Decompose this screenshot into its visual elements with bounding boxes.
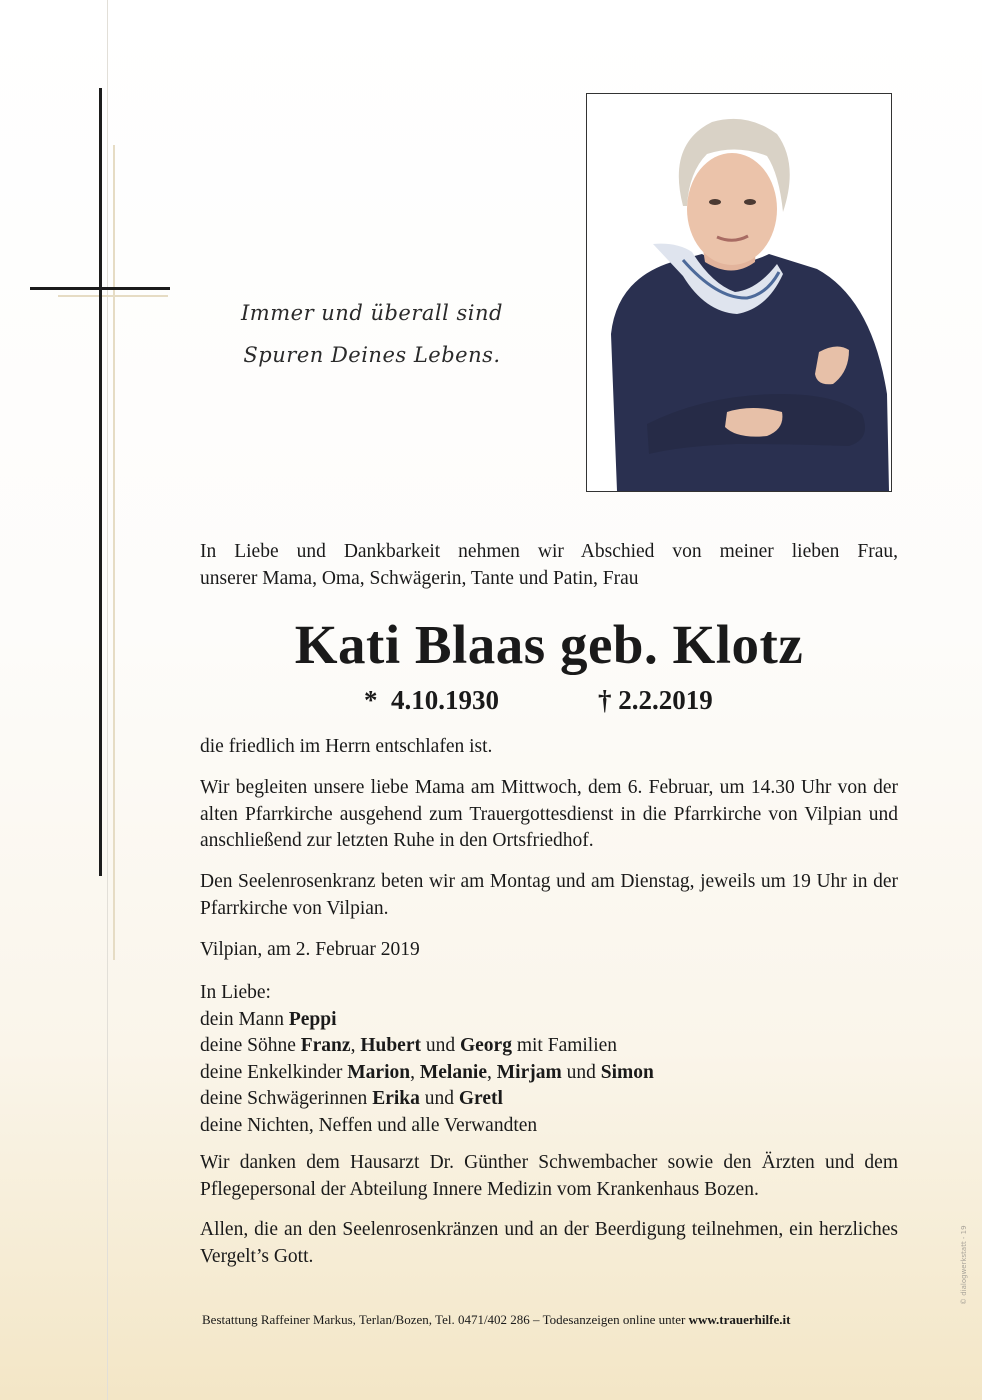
family-row-sisters-in-law	[200, 1086, 898, 1113]
footer	[202, 1311, 912, 1329]
portrait-illustration	[587, 94, 891, 491]
grandchild-name: Simon	[600, 1061, 654, 1083]
intro-line-1: In Liebe und Dankbarkeit nehmen wir Abschied von meiner lieben Frau,	[200, 541, 898, 562]
funeral-text: Wir begleiten unsere liebe Mama am Mittwoch, dem 6. Februar, um 14.30 Uhr von der alten Pfarrkirche ausgehend zum Trauergottesdienst in die Pfarrkirche von Vilpian und anschließend zur letzten Ruhe in den Ortsfriedhof.	[200, 777, 898, 851]
intro-line-2: unserer Mama, Oma, Schwägerin, Tante und Patin, Frau	[200, 567, 639, 589]
sisters-prefix: deine Schwägerinnen	[200, 1088, 368, 1109]
page-margin-line	[107, 0, 108, 1400]
death-cross-icon: †	[598, 685, 612, 715]
sister-in-law-name: Gretl	[458, 1088, 503, 1109]
grandchildren-prefix: deine Enkelkinder	[200, 1061, 343, 1083]
son-name: Hubert	[360, 1035, 421, 1056]
thanks-text: Wir danken dem Hausarzt Dr. Günther Schwembacher sowie den Ärzten und dem Pflegepersonal der Abteilung Innere Medizin vom Krankenhaus Bozen.	[200, 1152, 898, 1200]
birth-date-value: 4.10.1930	[391, 685, 499, 715]
death-date	[598, 682, 713, 718]
portrait-photo	[586, 93, 892, 492]
motto-line-2: Spuren Deines Lebens.	[243, 343, 501, 367]
birth-date	[364, 682, 499, 718]
print-credit: © dialogwerkstatt - 19	[960, 1225, 968, 1305]
family-row-relatives: deine Nichten, Neffen und alle Verwandten	[200, 1114, 538, 1136]
husband-prefix: dein Mann	[200, 1008, 284, 1030]
sister-in-law-name: Erika	[372, 1088, 420, 1109]
cross-icon-vertical	[99, 88, 102, 876]
motto-line-1: Immer und überall sind	[241, 301, 503, 325]
family-row-husband	[200, 1007, 898, 1034]
family-heading: In Liebe:	[200, 982, 271, 1003]
passed-text: die friedlich im Herrn entschlafen ist.	[200, 736, 493, 757]
family-list	[200, 980, 898, 1139]
conjunction: und	[425, 1035, 456, 1056]
rosary-text: Den Seelenrosenkranz beten wir am Montag und am Dienstag, jeweils um 19 Uhr in der Pfarrkirche von Vilpian.	[200, 871, 898, 919]
gratitude-text: Allen, die an den Seelenrosenkränzen und an der Beerdigung teilnehmen, ein herzliches Vergelt’s Gott.	[200, 1219, 898, 1267]
grandchild-name: Marion	[347, 1061, 411, 1083]
son-name: Franz	[300, 1035, 351, 1056]
conjunction: und	[566, 1061, 596, 1083]
deceased-name: Kati Blaas geb. Klotz	[294, 614, 804, 675]
cross-shadow-vertical	[113, 145, 115, 960]
son-name: Georg	[459, 1035, 512, 1056]
grandchild-name: Mirjam	[496, 1061, 562, 1083]
footer-website-link[interactable]: www.trauerhilfe.it	[688, 1312, 791, 1327]
motto	[232, 292, 512, 376]
death-date-value: 2.2.2019	[618, 685, 713, 715]
family-row-grandchildren: deine Enkelkinder Marion, Melanie, Mirjam und Simon	[200, 1061, 654, 1083]
intro-text	[200, 539, 898, 592]
husband-name: Peppi	[288, 1008, 337, 1030]
family-row-sons: deine Söhne Franz, Hubert und Georg mit Familien	[200, 1035, 618, 1056]
sons-suffix: mit Familien	[516, 1035, 618, 1056]
place-date: Vilpian, am 2. Februar 2019	[200, 939, 420, 960]
birth-star-icon: *	[364, 685, 378, 715]
footer-funeral-home: Bestattung Raffeiner Markus, Terlan/Bozen, Tel. 0471/402 286 – Todesanzeigen online unter	[202, 1312, 686, 1327]
sons-prefix: deine Söhne	[200, 1035, 296, 1056]
conjunction: und	[424, 1088, 454, 1109]
grandchild-name: Melanie	[419, 1061, 488, 1083]
